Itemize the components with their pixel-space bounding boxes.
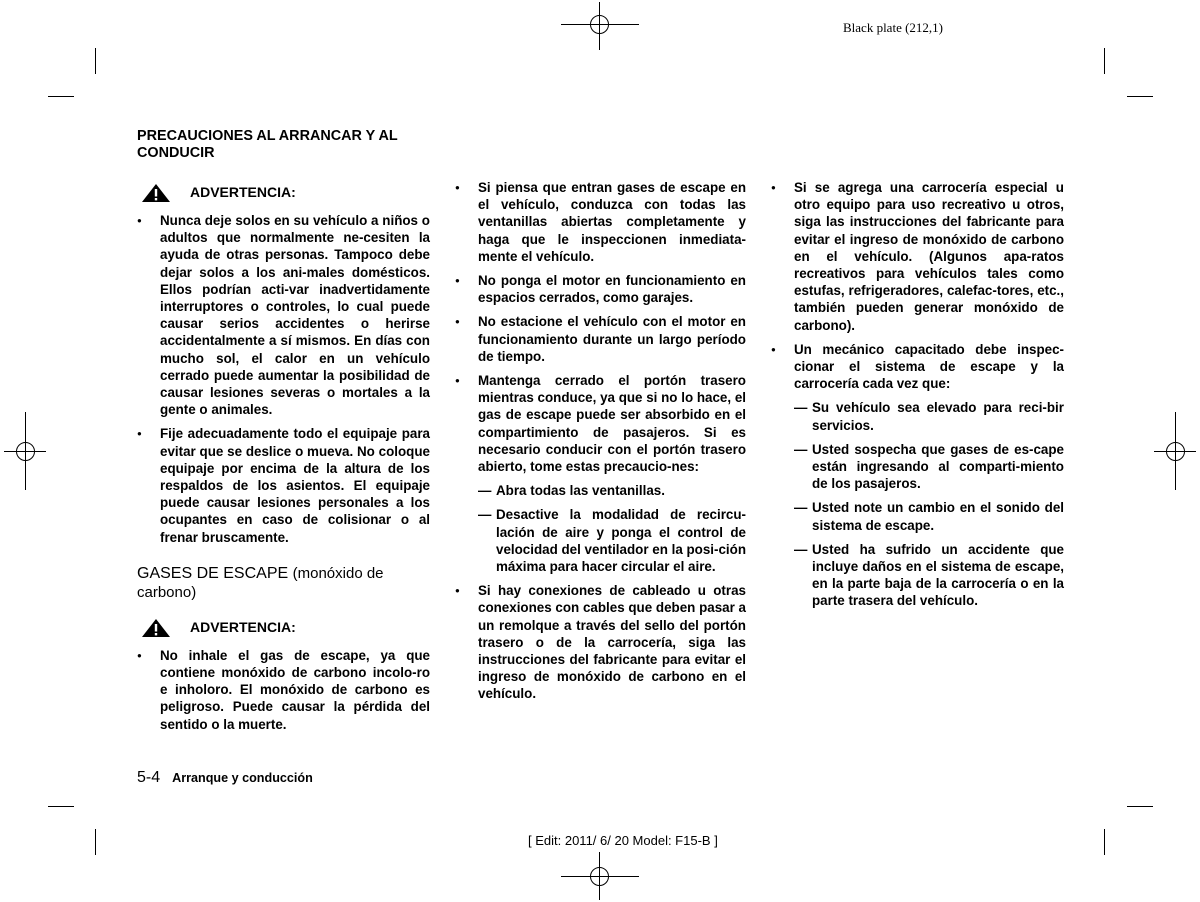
footer-section: Arranque y conducción (172, 771, 313, 785)
section-heading: PRECAUCIONES AL ARRANCAR Y AL CONDUCIR (137, 128, 398, 161)
list-item: ● Fije adecuadamente todo el equipaje para evitar que se deslice o mueva. No coloque equipaje por encima de la altura de los respaldos de los asientos. El equipaje puede causar lesiones personales a los ocupantes en caso de colisionar o al frenar bruscamente. (137, 425, 430, 545)
column-2 (455, 179, 746, 710)
dash-item: — Desactive la modalidad de recircu-lación de aire y ponga el control de velocidad del ventilador en la posi-ción máxima para hacer circular el aire. (478, 506, 746, 575)
section-title-main: GASES DE ESCAPE (137, 564, 289, 582)
warning-label: ADVERTENCIA: (190, 619, 296, 636)
crop-mark (1104, 829, 1105, 855)
dash-item: — Usted note un cambio en el sonido del sistema de escape. (794, 499, 1064, 533)
section-title-sub: (monóxido de carbono) (137, 564, 384, 601)
dash-list (478, 482, 746, 575)
list-item (771, 341, 1064, 610)
registration-mark-left (4, 412, 46, 490)
crop-mark (95, 829, 96, 855)
list-item-text: Mantenga cerrado el portón trasero mientras conduce, ya que si no lo hace, el gas de escape puede ser absorbido en el compartimiento de pasajeros. Si es necesario conducir con el portón trasero abierto, tome estas precaucio-nes: (478, 373, 746, 475)
dash-item: — Su vehículo sea elevado para reci-bir servicios. (794, 399, 1064, 433)
dash-list (794, 399, 1064, 609)
list-item: ● Si se agrega una carrocería especial u otro equipo para uso recreativo u otros, siga las instrucciones del fabricante para evitar el ingreso de monóxido de carbono en el vehículo. (Algunos apa-ratos recreativos para vehículos tales como estufas, refrigeradores, calefac-tores, etc., también pueden generar monóxido de carbono). (771, 179, 1064, 334)
warning-list-1 (137, 212, 430, 546)
crop-mark (48, 806, 74, 807)
list-item: ● Si piensa que entran gases de escape en el vehículo, conduzca con todas las ventanillas abiertas completamente y haga que le inspeccionen inmediata-mente el vehículo. (455, 179, 746, 265)
crop-mark (48, 96, 74, 97)
bullet-list (455, 179, 746, 703)
warning-label: ADVERTENCIA: (190, 184, 296, 201)
column-3 (771, 179, 1064, 617)
list-item-text: Un mecánico capacitado debe inspec-cionar el sistema de escape y la carrocería cada vez que: (794, 341, 1064, 392)
registration-mark-top (561, 2, 639, 50)
column-1 (137, 128, 430, 740)
warning-triangle-icon (141, 183, 171, 203)
list-item: ● No estacione el vehículo con el motor en funcionamiento durante un largo período de tiempo. (455, 313, 746, 365)
section-title (137, 564, 430, 602)
crop-mark (1127, 96, 1153, 97)
registration-mark-right (1154, 412, 1196, 490)
edit-line: [ Edit: 2011/ 6/ 20 Model: F15-B ] (528, 833, 718, 848)
list-item (455, 372, 746, 575)
list-item: ● Nunca deje solos en su vehículo a niños o adultos que normalmente ne-cesiten la ayuda de otras personas. Tampoco debe dejar solos a los ani-males domésticos. Ellos podrían acti-var inadvertidamente interruptores o controles, lo cual puede causar serios accidentes o herirse accidentalmente a sí mismos. En días con mucho sol, el calor en un vehículo cerrado puede aumentar la posibilidad de causar lesiones severas o mortales a la gente o animales. (137, 212, 430, 418)
list-item: ● Si hay conexiones de cableado u otras conexiones con cables que deben pasar a un remolque a través del sello del portón trasero o de la carrocería, siga las instrucciones del fabricante para evitar el ingreso de monóxido de carbono en el vehículo. (455, 582, 746, 702)
list-item: ● No inhale el gas de escape, ya que contiene monóxido de carbono incolo-ro e inholoro. El monóxido de carbono es peligroso. Puede causar la pérdida del sentido o la muerte. (137, 647, 430, 733)
crop-mark (1104, 48, 1105, 74)
warning-list-2 (137, 647, 430, 733)
crop-mark (1127, 806, 1153, 807)
page-number: 5-4 (137, 769, 161, 786)
list-item: ● No ponga el motor en funcionamiento en espacios cerrados, como garajes. (455, 272, 746, 306)
warning-header (141, 183, 430, 203)
plate-label: Black plate (212,1) (843, 20, 943, 35)
dash-item: — Abra todas las ventanillas. (478, 482, 746, 499)
dash-item: — Usted sospecha que gases de es-cape están ingresando al comparti-miento de los pasajeros. (794, 441, 1064, 493)
bullet-list (771, 179, 1064, 610)
registration-mark-bottom (561, 852, 639, 900)
warning-triangle-icon (141, 618, 171, 638)
page-footer (137, 769, 313, 787)
warning-header (141, 618, 430, 638)
dash-item: — Usted ha sufrido un accidente que incluye daños en el sistema de escape, en la parte baja de la carrocería o en la parte trasera del vehículo. (794, 541, 1064, 610)
crop-mark (95, 48, 96, 74)
